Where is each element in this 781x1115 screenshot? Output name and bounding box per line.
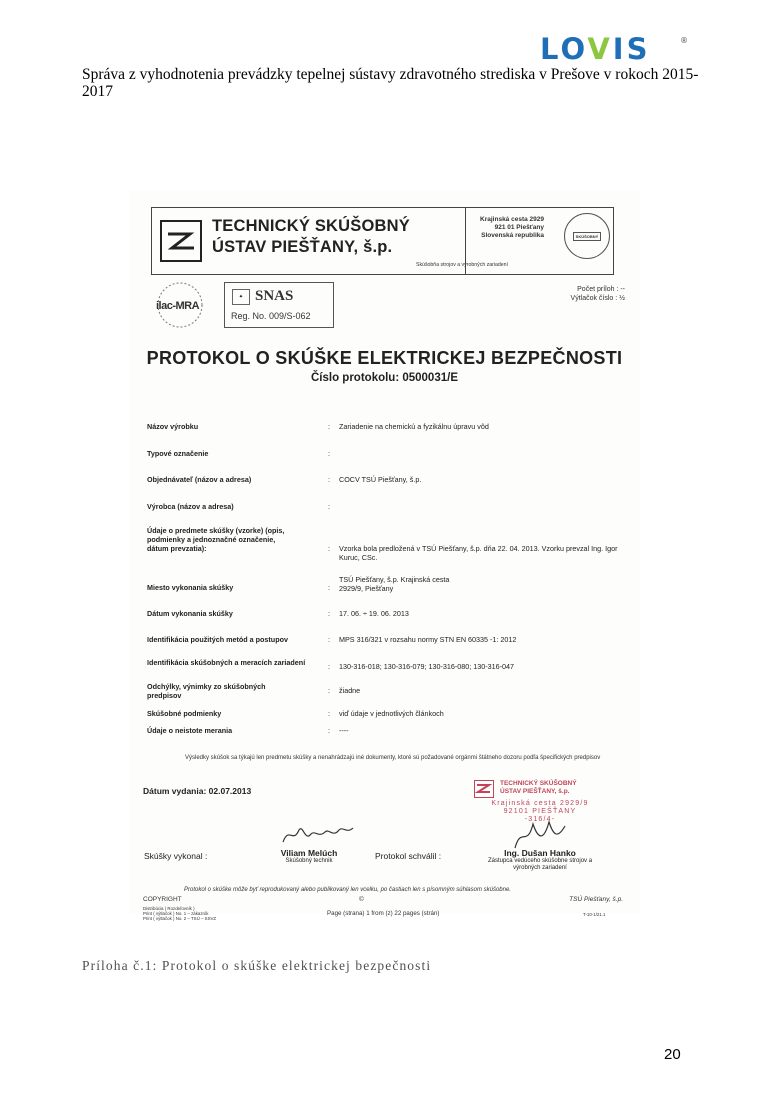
red-stamp-name-line2: ÚSTAV PIEŠŤANY, š.p.	[500, 788, 570, 795]
distribution-list	[143, 906, 283, 921]
approver	[485, 848, 595, 872]
address-tag: Skúšobňa strojov a výrobných zariadení	[416, 262, 508, 268]
copy-info	[507, 285, 625, 303]
figure-caption: Príloha č.1: Protokol o skúške elektrickej bezpečnosti	[82, 958, 432, 973]
field-key: Údaje o neistote merania	[147, 726, 233, 735]
issue-date: Dátum vydania: 02.07.2013	[143, 786, 252, 796]
field-value: 17. 06. ÷ 19. 06. 2013	[339, 609, 409, 618]
field-key: Odchýlky, výnimky zo skúšobných predpisov	[147, 682, 266, 700]
red-stamp-address-line2: 92101 PIEŠŤANY	[503, 808, 577, 815]
form-number: T-10-1/21.1	[583, 912, 606, 917]
approver-role: Zástupca vedúceho skúšobne strojov a výrobných zariadení	[487, 858, 593, 871]
attachments-count: Počet príloh : --	[577, 286, 625, 293]
performer-name: Viliam Melúch	[280, 848, 338, 858]
institute-header-box	[151, 207, 614, 275]
performed-by-label: Skúšky vykonal :	[144, 851, 208, 861]
field-key: Typové označenie	[147, 449, 209, 458]
field-value: Vzorka bola predložená v TSÚ Piešťany, š.p. dňa 22. 04. 2013. Vzorku prevzal Ing. Igor Kuruc, CSc.	[339, 544, 618, 562]
snas-accreditation-box	[224, 282, 334, 328]
page-header-title: Správa z vyhodnotenia prevádzky tepelnej sústavy zdravotného strediska v Prešove v rokoch 2015-2017	[82, 66, 699, 100]
copy-number: Výtlačok číslo : ½	[570, 295, 625, 302]
field-key: Objednávateľ (názov a adresa)	[147, 475, 252, 484]
field-key: Údaje o predmete skúšky (vzorke) (opis, podmienky a jednoznačné označenie, dátum prevzatia):	[147, 526, 285, 553]
red-stamp-address-line3: -316/4-	[524, 816, 556, 823]
address-line2: 921 01 Piešťany	[494, 224, 544, 231]
red-stamp-name	[500, 780, 577, 796]
field-value: COCV TSÚ Piešťany, š.p.	[339, 475, 422, 484]
snas-registration: Reg. No. 009/S-062	[231, 311, 311, 321]
address-line1: Krajinská cesta 2929	[480, 216, 544, 223]
field-value: TSÚ Piešťany, š.p. Krajinská cesta 2929/9, Piešťany	[339, 575, 450, 593]
copyright-owner: TSÚ Piešťany, š.p.	[569, 896, 623, 903]
approved-by-label: Protokol schválil :	[375, 851, 442, 861]
field-value: Zariadenie na chemickú a fyzikálnu úpravu vôd	[339, 422, 489, 431]
field-key: Názov výrobku	[147, 422, 199, 431]
snas-emblem-icon: ✦	[232, 289, 250, 305]
lovis-logo-text: LOVIS	[540, 34, 651, 62]
scanned-protocol: TECHNICKÝ SKÚŠOBNÝ ÚSTAV PIEŠŤANY, š.p. Krajinská cesta 2929 921 01 Piešťany Slovenská republika Skúšobňa strojov a výrobných zariadení SKÚŠOBNÝ ilac-MRA ✦ SNAS Reg. No. 009/S-062 Počet príloh : -- Výtlačok číslo : ½ PROTOKOL O SKÚŠKE ELEKTRICKEJ BEZPEČNOSTI Číslo protokolu: 0500031/E Názov výrobku : Zariadenie na chemickú a fyzikálnu úpravu vôd Typové označenie : Objednávateľ (názov a adresa) : COCV TSÚ Piešťany, š.p. Výrobca (názov a adresa) : Údaje o predmete skúšky (vzorke) (opis, podmienky a jednoznačné označenie, dátum prevzatia): : Vzorka bola predložená v TSÚ Piešťany, š.p. dňa 22. 04. 2013. Vzorku prevzal Ing. Igor Kuruc, CSc. Miesto vykonania skúšky : TSÚ Piešťany, š.p. Krajinská cesta 2929/9, Piešťany Dátum vykonania skúšky : 17. 06. ÷ 19. 06. 2013 Identifikácia použitých metód a postupov : MPS 316/321 v rozsahu normy STN EN 60335 -1: 2012 Identifikácia skúšobných a meracích zariadení : 130-316-018; 130-316-079; 130-316-080; 130-316-047 Odchýlky, výnimky zo skúšobných predpisov : žiadne Skúšobné podmienky : viď údaje v jednotlivých článkoch Údaje o neistote merania : ---- Výsledky skúšok sa týkajú len predmetu skúšky a nenahrádzajú iné dokumenty, ktoré sú požadované orgánmi štátneho dozoru podľa špecifických predpisov Dátum vydania: 02.07.2013 TECHNICKÝ SKÚŠOBNÝ ÚSTAV PIEŠŤANY, š.p. Krajinská cesta 2929/9 92101 PIEŠŤANY -316/4- Skúšky vykonal : Viliam Melúch Skúšobný technik Protokol schválil : Ing. Dušan Hanko Zástupca vedúceho skúšobne strojov a výrobných zariadení Protokol o skúške môže byť reprodukovaný alebo publikovaný len vcelku, po častiach len s písomným súhlasom skúšobne. COPYRIGHT © TSÚ Piešťany, š.p. Distribúcia ( Rozdeľovník ) Print ( výtlačok ) No. 1 – zákazník Print ( výtlačok ) No. 2 – TSÚ – SSVZ Page (strana) 1 from (z) 22 pages (strán) T-10-1/21.1	[129, 190, 640, 914]
institute-name	[212, 216, 410, 258]
reproduction-note: Protokol o skúške môže byť reprodukovaný alebo publikovaný len vcelku, po častiach len s písomným súhlasom skúšobne.	[184, 887, 511, 893]
field-value: MPS 316/321 v rozsahu normy STN EN 60335 -1: 2012	[339, 635, 517, 644]
red-stamp-logo-icon	[474, 780, 494, 798]
results-note: Výsledky skúšok sa týkajú len predmetu skúšky a nenahrádzajú iné dokumenty, ktoré sú požadované orgánmi štátneho dozoru podľa špecifických predpisov	[185, 755, 601, 761]
copyright-symbol: ©	[359, 896, 364, 903]
round-stamp-icon	[564, 213, 610, 259]
address-line3: Slovenská republika	[481, 232, 544, 239]
protocol-title: PROTOKOL O SKÚŠKE ELEKTRICKEJ BEZPEČNOSTI	[146, 348, 623, 368]
page-number: 20	[664, 1046, 681, 1063]
protocol-number: Číslo protokolu: 0500031/E	[311, 372, 458, 384]
signature-hanko-icon	[509, 818, 569, 852]
red-stamp-address-line1: Krajinská cesta 2929/9	[491, 800, 589, 807]
field-value: žiadne	[339, 686, 361, 695]
field-key: Skúšobné podmienky	[147, 709, 222, 718]
field-key: Identifikácia skúšobných a meracích zariadení	[147, 658, 306, 667]
institute-name-line1: TECHNICKÝ SKÚŠOBNÝ	[212, 217, 410, 235]
approver-name: Ing. Dušan Hanko	[504, 848, 576, 858]
institute-address	[464, 216, 544, 240]
field-value: viď údaje v jednotlivých článkoch	[339, 709, 444, 718]
signature-meluch-icon	[279, 820, 359, 850]
field-value: 130-316-018; 130-316-079; 130-316-080; 130-316-047	[339, 662, 515, 671]
distribution-line1: Distribúcia ( Rozdeľovník )	[143, 906, 195, 911]
copyright-label: COPYRIGHT	[143, 896, 182, 903]
field-key: Identifikácia použitých metód a postupov	[147, 635, 288, 644]
snas-title: SNAS	[255, 288, 294, 304]
performer	[269, 848, 349, 865]
distribution-line3: Print ( výtlačok ) No. 2 – TSÚ – SSVZ	[143, 916, 217, 921]
ilac-mra-text: ilac-MRA	[156, 300, 200, 312]
performer-role: Skúšobný technik	[285, 858, 333, 864]
field-key: Miesto vykonania skúšky	[147, 583, 234, 592]
registered-mark: ®	[680, 36, 688, 45]
scan-page-info: Page (strana) 1 from (z) 22 pages (strán)	[327, 910, 440, 917]
red-stamp-name-line1: TECHNICKÝ SKÚŠOBNÝ	[500, 780, 577, 787]
tsu-logo-icon	[160, 220, 202, 262]
institute-name-line2: ÚSTAV PIEŠŤANY, š.p.	[212, 238, 393, 256]
field-key: Výrobca (názov a adresa)	[147, 502, 234, 511]
field-key: Dátum vykonania skúšky	[147, 609, 233, 618]
round-stamp-text: SKÚŠOBNÝ	[573, 232, 601, 241]
field-value: ----	[339, 726, 349, 735]
distribution-line2: Print ( výtlačok ) No. 1 – zákazník	[143, 911, 209, 916]
lovis-logo	[540, 34, 688, 62]
